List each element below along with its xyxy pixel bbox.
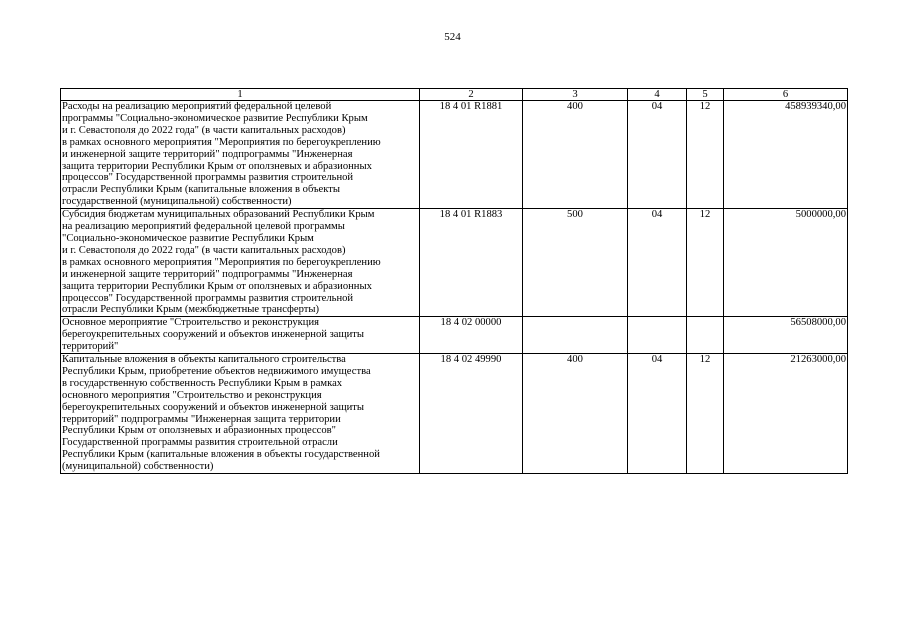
header-col-name: 1: [61, 89, 420, 101]
row-name: Основное мероприятие "Строительство и реконструкция берегоукрепительных сооружений и объектов инженерной защиты территорий": [61, 317, 420, 354]
row-section: 04: [628, 209, 687, 317]
header-row: [61, 89, 848, 101]
row-name: Расходы на реализацию мероприятий федеральной целевой программы "Социально-экономическое развитие Республики Крым и г. Севастополя до 2022 года" (в части капитальных расходов) в рамках основного мероприятия "Мероприятия по берегоукреплению и инженерной защите территорий" подпрограммы "Инженерная защита территории Республики Крым от оползневых и абразионных процессов" Государственной программы развития строительной отрасли Республики Крым (капитальные вложения в объекты государственной (муниципальной) собственности): [61, 101, 420, 209]
row-section: [628, 317, 687, 354]
table-row: [61, 209, 848, 317]
table-row: [61, 354, 848, 474]
row-subsection: [687, 317, 724, 354]
row-name: Субсидия бюджетам муниципальных образований Республики Крым на реализацию мероприятий федеральной целевой программы "Социально-экономическое развитие Республики Крым и г. Севастополя до 2022 года" (в части капитальных расходов) в рамках основного мероприятия "Мероприятия по берегоукреплению и инженерной защите территорий" подпрограммы "Инженерная защита территории Республики Крым от оползневых и абразионных процессов" Государственной программы развития строительной отрасли Республики Крым (межбюджетные трансферты): [61, 209, 420, 317]
page-number: 524: [444, 31, 461, 43]
row-expense-type: 500: [523, 209, 628, 317]
header-col-amount: 6: [724, 89, 848, 101]
row-target-code: 18 4 01 R1883: [420, 209, 523, 317]
row-expense-type: [523, 317, 628, 354]
row-amount: 5000000,00: [724, 209, 848, 317]
row-amount: 21263000,00: [724, 354, 848, 474]
header-col-subsection: 5: [687, 89, 724, 101]
row-target-code: 18 4 01 R1881: [420, 101, 523, 209]
header-col-target-code: 2: [420, 89, 523, 101]
row-expense-type: 400: [523, 354, 628, 474]
row-subsection: 12: [687, 354, 724, 474]
row-subsection: 12: [687, 209, 724, 317]
row-amount: 56508000,00: [724, 317, 848, 354]
row-section: 04: [628, 354, 687, 474]
header-col-section: 4: [628, 89, 687, 101]
table-row: [61, 317, 848, 354]
budget-table: [60, 88, 848, 474]
row-amount: 458939340,00: [724, 101, 848, 209]
row-target-code: 18 4 02 00000: [420, 317, 523, 354]
row-target-code: 18 4 02 49990: [420, 354, 523, 474]
row-section: 04: [628, 101, 687, 209]
header-col-expense-type: 3: [523, 89, 628, 101]
row-expense-type: 400: [523, 101, 628, 209]
table-row: [61, 101, 848, 209]
row-subsection: 12: [687, 101, 724, 209]
row-name: Капитальные вложения в объекты капитального строительства Республики Крым, приобретение объектов недвижимого имущества в государственную собственность Республики Крым в рамках основного мероприятия "Строительство и реконструкция берегоукрепительных сооружений и объектов инженерной защиты территорий" подпрограммы "Инженерная защита территории Республики Крым от оползневых и абразионных процессов" Государственной программы развития строительной отрасли Республики Крым (капитальные вложения в объекты государственной (муниципальной) собственности): [61, 354, 420, 474]
